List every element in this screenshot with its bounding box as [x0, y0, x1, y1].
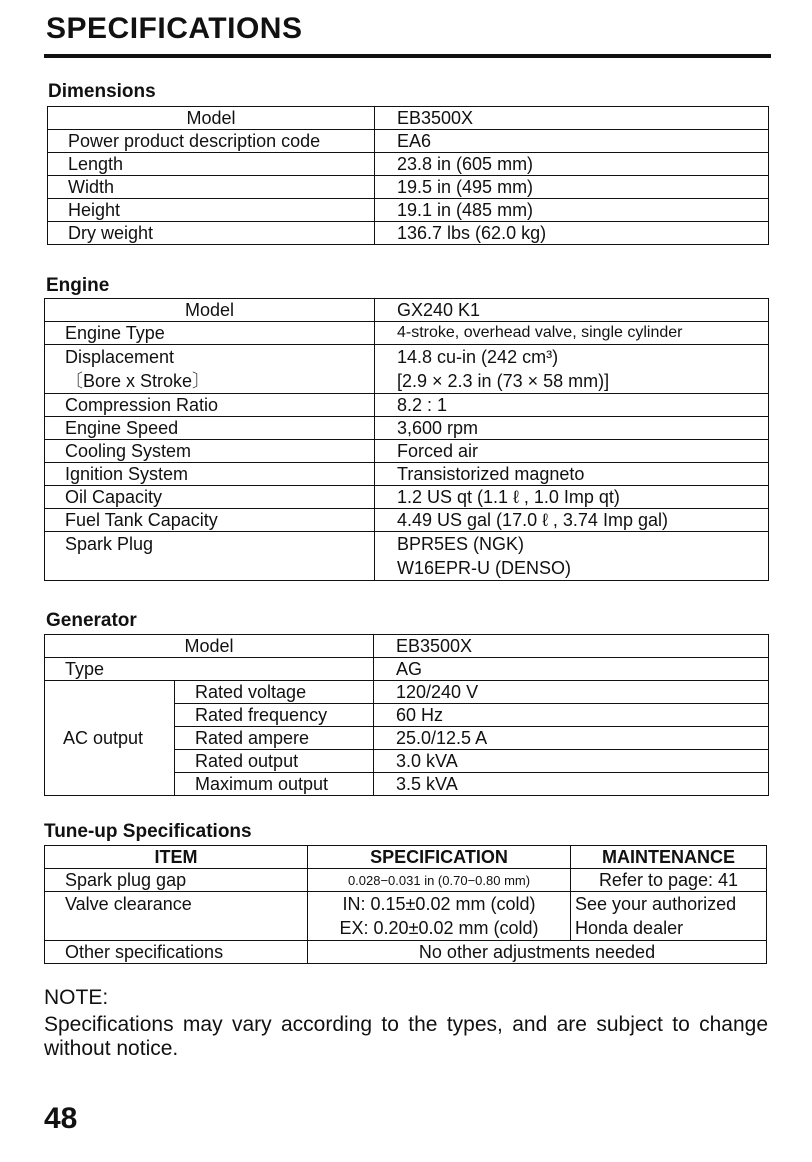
displacement-value-cell	[375, 345, 769, 394]
row-label: Compression Ratio	[45, 394, 375, 417]
row-value: 3,600 rpm	[375, 417, 769, 440]
table-row	[45, 322, 769, 345]
model-value: EB3500X	[375, 107, 769, 130]
row-label: Rated output	[175, 750, 374, 773]
table-row	[48, 130, 769, 153]
table-row	[45, 635, 769, 658]
row-maint: See your authorized	[575, 894, 737, 914]
row-value: BPR5ES (NGK)	[397, 534, 525, 554]
table-row	[45, 463, 769, 486]
row-value: 136.7 lbs (62.0 kg)	[375, 222, 769, 245]
row-value: 120/240 V	[374, 681, 769, 704]
row-subvalue: [2.9 × 2.3 in (73 × 58 mm)]	[397, 371, 610, 391]
title-rule	[44, 54, 771, 58]
row-label: Other specifications	[45, 941, 308, 964]
table-row	[48, 107, 769, 130]
row-value: 23.8 in (605 mm)	[375, 153, 769, 176]
row-label: Maximum output	[175, 773, 374, 796]
row-label: Width	[48, 176, 375, 199]
row-value: 3.0 kVA	[374, 750, 769, 773]
row-label: Cooling System	[45, 440, 375, 463]
model-label: Model	[48, 107, 375, 130]
engine-table	[44, 298, 769, 581]
table-row	[48, 199, 769, 222]
row-maint: Honda dealer	[575, 918, 684, 938]
valve-spec-cell	[308, 892, 571, 941]
table-row	[45, 869, 767, 892]
row-spec: EX: 0.20±0.02 mm (cold)	[339, 918, 539, 938]
row-label: Rated frequency	[175, 704, 374, 727]
col-item-header: ITEM	[45, 846, 308, 869]
row-spec: IN: 0.15±0.02 mm (cold)	[342, 894, 536, 914]
row-label: Rated voltage	[175, 681, 374, 704]
row-label: Spark Plug	[45, 532, 375, 581]
model-label: Model	[45, 635, 374, 658]
row-value: 14.8 cu-in (242 cm³)	[397, 347, 559, 367]
row-value: 3.5 kVA	[374, 773, 769, 796]
table-row	[45, 299, 769, 322]
engine-heading: Engine	[46, 275, 110, 296]
dimensions-heading: Dimensions	[48, 81, 156, 102]
row-value: EA6	[375, 130, 769, 153]
table-row	[45, 532, 769, 581]
row-label: Height	[48, 199, 375, 222]
row-value: AG	[374, 658, 769, 681]
table-row	[45, 345, 769, 394]
row-sublabel: 〔Bore x Stroke〕	[65, 371, 211, 391]
page-title: SPECIFICATIONS	[46, 12, 303, 45]
row-label: Dry weight	[48, 222, 375, 245]
table-row	[48, 222, 769, 245]
row-value: 25.0/12.5 A	[374, 727, 769, 750]
row-maint: Refer to page: 41	[571, 869, 767, 892]
displacement-label-cell	[45, 345, 375, 394]
model-value: GX240 K1	[375, 299, 769, 322]
row-value: 4-stroke, overhead valve, single cylinder	[375, 322, 769, 345]
generator-heading: Generator	[46, 610, 137, 631]
table-row	[48, 153, 769, 176]
table-row	[45, 486, 769, 509]
generator-table	[44, 634, 769, 796]
table-row	[45, 892, 767, 941]
ac-output-label: AC output	[45, 681, 175, 796]
row-label: Type	[45, 658, 374, 681]
row-label: Power product description code	[48, 130, 375, 153]
col-maint-header: MAINTENANCE	[571, 846, 767, 869]
row-label: Ignition System	[45, 463, 375, 486]
table-row	[45, 394, 769, 417]
row-label: Displacement	[65, 347, 175, 367]
row-value: 4.49 US gal (17.0 ℓ , 3.74 Imp gal)	[375, 509, 769, 532]
table-row	[45, 681, 769, 704]
row-label: Valve clearance	[45, 892, 308, 941]
table-row	[45, 440, 769, 463]
row-label: Engine Type	[45, 322, 375, 345]
row-label: Rated ampere	[175, 727, 374, 750]
row-value: 1.2 US qt (1.1 ℓ , 1.0 Imp qt)	[375, 486, 769, 509]
note-label: NOTE:	[44, 986, 109, 1009]
col-spec-header: SPECIFICATION	[308, 846, 571, 869]
row-value: Forced air	[375, 440, 769, 463]
model-value: EB3500X	[374, 635, 769, 658]
tuneup-table	[44, 845, 767, 964]
row-label: Fuel Tank Capacity	[45, 509, 375, 532]
row-value: 19.5 in (495 mm)	[375, 176, 769, 199]
table-row	[45, 941, 767, 964]
row-spec: No other adjustments needed	[308, 941, 767, 964]
row-value: 60 Hz	[374, 704, 769, 727]
row-value: Transistorized magneto	[375, 463, 769, 486]
plug-value-cell	[375, 532, 769, 581]
dimensions-table	[47, 106, 769, 245]
page-number: 48	[44, 1102, 78, 1135]
tuneup-heading: Tune-up Specifications	[44, 821, 252, 842]
table-row	[48, 176, 769, 199]
valve-maint-cell	[571, 892, 767, 941]
model-label: Model	[45, 299, 375, 322]
row-value: 19.1 in (485 mm)	[375, 199, 769, 222]
note-text: Specifications may vary according to the types, and are subject to change without notice.	[44, 1013, 768, 1060]
row-value: W16EPR-U (DENSO)	[397, 558, 572, 578]
row-spec: 0.028−0.031 in (0.70−0.80 mm)	[308, 869, 571, 892]
row-value: 8.2 : 1	[375, 394, 769, 417]
row-label: Spark plug gap	[45, 869, 308, 892]
row-label: Engine Speed	[45, 417, 375, 440]
table-row	[45, 509, 769, 532]
table-row	[45, 417, 769, 440]
row-label: Oil Capacity	[45, 486, 375, 509]
row-label: Length	[48, 153, 375, 176]
table-row	[45, 658, 769, 681]
table-row	[45, 846, 767, 869]
